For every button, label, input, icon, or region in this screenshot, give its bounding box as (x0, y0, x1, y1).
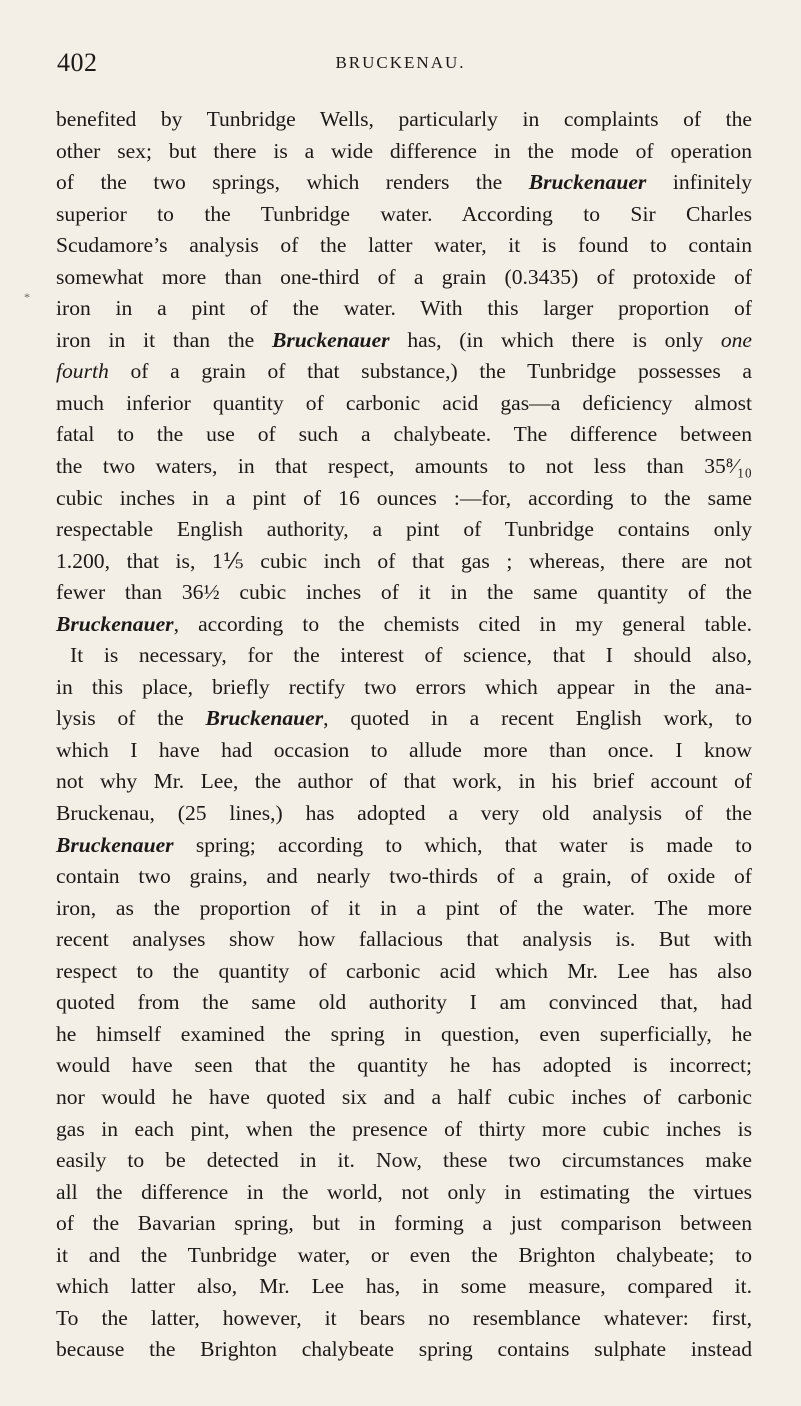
text-segment: iron in a pint of the water. With this larger proportion of (56, 296, 752, 321)
text-line (56, 956, 752, 988)
text-segment: somewhat more than one-third of a grain (0.3435) of protoxide of (56, 264, 752, 289)
emphasized-text: Bruckenauer (56, 832, 174, 857)
text-segment: gas in each pint, when the presence of thirty more cubic inches is (56, 1116, 752, 1141)
text-segment: benefited by Tunbridge Wells, particularly in complaints of the (56, 107, 752, 131)
text-segment: not why Mr. Lee, the author of that work, in his brief account of (56, 769, 752, 794)
emphasized-text: Bruckenauer (271, 327, 390, 352)
text-line (56, 199, 752, 231)
text-line (56, 262, 752, 294)
text-line (56, 861, 752, 893)
text-line (56, 293, 752, 325)
text-line (56, 483, 752, 515)
text-segment: respectable English authority, a pint of Tunbridge contains only (56, 517, 752, 542)
text-segment: fatal to the use of such a chalybeate. The difference between (56, 422, 752, 447)
text-line (56, 735, 752, 767)
text-line (56, 419, 752, 451)
running-head: BRUCKENAU. (335, 53, 466, 72)
text-segment: 1.200, that is, 1⅕ cubic inch of that gas ; whereas, there are not (56, 548, 752, 573)
text-line (56, 356, 752, 388)
emphasized-text: one (720, 327, 752, 352)
text-segment: cubic inches in a pint of 16 ounces :—for, according to the same (56, 485, 752, 510)
text-segment: Scudamore’s analysis of the latter water, it is found to contain (56, 233, 752, 258)
text-line (56, 388, 752, 420)
text-segment: in this place, briefly rectify two errors which appear in the ana- (56, 674, 752, 699)
text-line (56, 1114, 752, 1146)
text-line (56, 136, 752, 168)
text-segment: of the two springs, which renders the (56, 170, 529, 195)
text-line (56, 640, 752, 672)
text-line (56, 798, 752, 830)
body-text (56, 104, 752, 1366)
text-line (56, 167, 752, 199)
text-line (56, 1082, 752, 1114)
text-segment: of the Bavarian spring, but in forming a just comparison between (56, 1211, 752, 1236)
emphasized-text: fourth (56, 359, 109, 384)
text-segment: has, (in which there is only (389, 327, 721, 352)
text-line (56, 1050, 752, 1082)
text-segment: Bruckenau, (25 lines,) has adopted a very old analysis of the (56, 801, 752, 826)
text-segment: it and the Tunbridge water, or even the Brighton chalybeate; to (56, 1242, 752, 1267)
text-segment: spring; according to which, that water is made to (173, 832, 752, 857)
text-line (56, 987, 752, 1019)
text-segment: much inferior quantity of carbonic acid gas—a deficiency almost (56, 390, 752, 415)
text-segment: would have seen that the quantity he has adopted is incorrect; (56, 1053, 752, 1078)
text-line (56, 766, 752, 798)
text-line (56, 325, 752, 357)
text-line (56, 1271, 752, 1303)
text-segment: lysis of the (56, 706, 206, 731)
text-segment: all the difference in the world, not only in estimating the virtues (56, 1179, 752, 1204)
text-segment: respect to the quantity of carbonic acid which Mr. Lee has also (56, 958, 752, 983)
text-line (56, 1240, 752, 1272)
text-segment: iron in it than the (56, 327, 272, 352)
text-segment: the two waters, in that respect, amounts to not less than 35⁸⁄₁₀ (56, 454, 752, 479)
text-segment: nor would he have quoted six and a half cubic inches of carbonic (56, 1084, 752, 1109)
text-line (56, 703, 752, 735)
text-segment: , according to the chemists cited in my general table. (173, 611, 752, 636)
text-line (56, 230, 752, 262)
text-line (56, 1177, 752, 1209)
text-line (56, 1208, 752, 1240)
text-segment: which latter also, Mr. Lee has, in some measure, compared it. (56, 1274, 752, 1299)
text-segment: contain two grains, and nearly two-thirds of a grain, of oxide of (56, 864, 752, 889)
text-segment: which I have had occasion to allude more than once. I know (56, 737, 752, 762)
text-line (56, 451, 752, 483)
text-line (56, 1303, 752, 1335)
text-line (56, 577, 752, 609)
text-segment: he himself examined the spring in question, even superficially, he (56, 1021, 752, 1046)
emphasized-text: Bruckenauer (56, 611, 174, 636)
emphasized-text: Bruckenauer (528, 170, 647, 195)
text-line (56, 924, 752, 956)
text-segment: other sex; but there is a wide difference in the mode of operation (56, 138, 752, 163)
text-line (56, 514, 752, 546)
text-line (56, 1145, 752, 1177)
text-line (56, 1334, 752, 1366)
text-segment: superior to the Tunbridge water. According to Sir Charles (56, 201, 752, 226)
text-segment: It is necessary, for the interest of science, that I should also, (70, 643, 752, 668)
text-segment: recent analyses show how fallacious that analysis is. But with (56, 927, 752, 952)
text-line (56, 672, 752, 704)
text-segment: To the latter, however, it bears no resemblance whatever: first, (56, 1305, 752, 1330)
text-line (56, 609, 752, 641)
page-number: 402 (57, 48, 98, 77)
text-segment: , quoted in a recent English work, to (323, 706, 752, 731)
margin-mark: * (24, 290, 30, 304)
text-segment: iron, as the proportion of it in a pint of the water. The more (56, 895, 752, 920)
text-segment: infinitely (646, 170, 752, 195)
text-line (56, 546, 752, 578)
text-line (56, 893, 752, 925)
text-line (56, 830, 752, 862)
text-line (56, 104, 752, 136)
emphasized-text: Bruckenauer (205, 706, 324, 731)
text-segment: of a grain of that substance,) the Tunbridge possesses a (108, 359, 752, 384)
text-segment: because the Brighton chalybeate spring contains sulphate instead (56, 1337, 752, 1362)
text-segment: fewer than 36½ cubic inches of it in the same quantity of the (56, 580, 752, 605)
text-line (56, 1019, 752, 1051)
text-segment: easily to be detected in it. Now, these two circumstances make (56, 1148, 752, 1173)
text-segment: quoted from the same old authority I am convinced that, had (56, 990, 752, 1015)
